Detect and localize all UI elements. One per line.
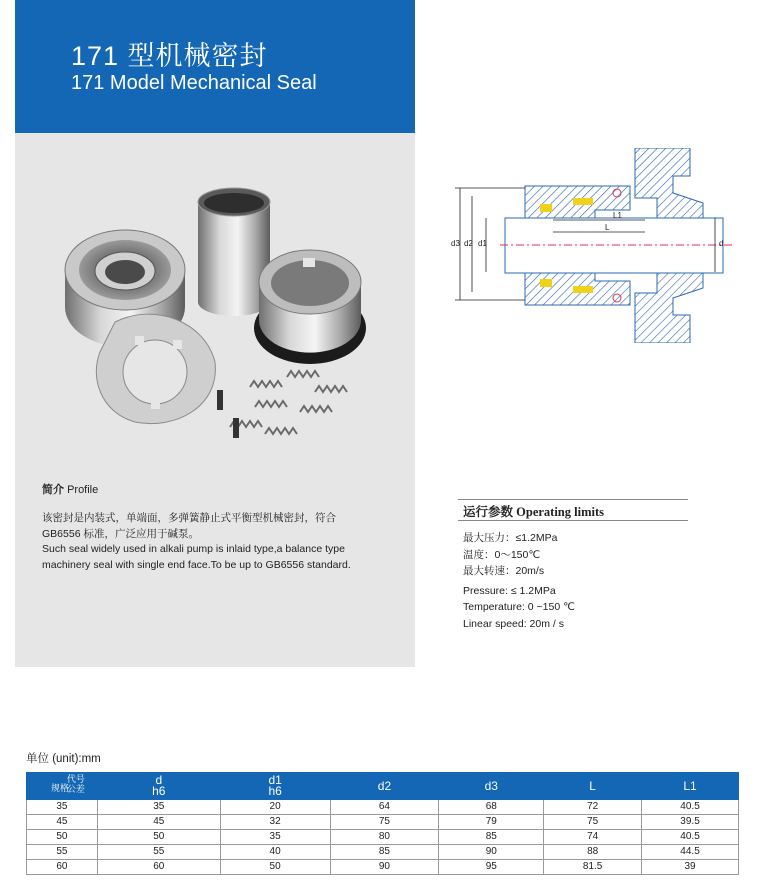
profile-description	[42, 511, 402, 573]
cell: 72	[544, 800, 642, 815]
label-d: d	[719, 239, 724, 248]
ops-en-speed: Linear speed: 20m / s	[463, 617, 564, 630]
cell: 85	[330, 845, 439, 860]
cell: 75	[330, 815, 439, 830]
ops-list	[463, 530, 575, 632]
label-d3: d3	[451, 239, 460, 248]
col-header-d3: d3	[439, 773, 544, 800]
profile-heading-cn: 简介	[42, 484, 64, 496]
cell: 50	[27, 830, 98, 845]
col-header-L1: L1	[642, 773, 739, 800]
cell: 20	[220, 800, 330, 815]
profile-desc-cn-1: 该密封是内装式，单端面，多弹簧静止式平衡型机械密封，符合	[42, 512, 336, 524]
pin	[233, 418, 239, 438]
spring-top	[573, 198, 593, 205]
cell: 80	[330, 830, 439, 845]
cell: 35	[220, 830, 330, 845]
cell: 64	[330, 800, 439, 815]
table-row	[27, 845, 739, 860]
page-title-cn: 171 型机械密封	[71, 41, 268, 71]
cell: 90	[439, 845, 544, 860]
cell: 60	[27, 860, 98, 875]
stationary-ring	[254, 250, 366, 364]
cell: 90	[330, 860, 439, 875]
label-L: L	[605, 223, 610, 232]
corner-size: 规格	[51, 783, 70, 793]
cell: 81.5	[544, 860, 642, 875]
cell: 40.5	[642, 800, 739, 815]
cell: 50	[97, 830, 220, 845]
cell: 35	[97, 800, 220, 815]
cell: 45	[97, 815, 220, 830]
cell: 40.5	[642, 830, 739, 845]
col-header-d2: d2	[330, 773, 439, 800]
title-band	[15, 0, 415, 133]
profile-desc-cn-2: GB6556 标准，广泛应用于碱泵。	[42, 527, 199, 540]
unit-label: 单位 (unit):mm	[26, 753, 101, 765]
cell: 50	[220, 860, 330, 875]
cell: 95	[439, 860, 544, 875]
cell: 68	[439, 800, 544, 815]
cell: 40	[220, 845, 330, 860]
label-d2: d2	[464, 239, 473, 248]
spring-top	[540, 204, 552, 212]
spring-bottom	[573, 286, 593, 293]
ops-cn-speed: 最大转速：20m/s	[463, 565, 545, 577]
cell: 39	[642, 860, 739, 875]
corner-code: 代号 公差	[66, 774, 85, 794]
ops-en-temperature: Temperature: 0 ~150 ℃	[463, 601, 575, 613]
ops-title	[463, 502, 604, 520]
profile-desc-en-2: machinery seal with single end face.To be up to GB6556 standard.	[42, 558, 351, 571]
cell: 32	[220, 815, 330, 830]
cell: 35	[27, 800, 98, 815]
pin	[217, 390, 223, 410]
product-photo	[55, 172, 385, 462]
table-row	[27, 830, 739, 845]
ops-rule	[458, 499, 688, 500]
col-header-d: d h6	[97, 773, 220, 800]
table-row	[27, 800, 739, 815]
ops-rule	[458, 520, 688, 521]
label-L1: L1	[613, 211, 622, 220]
table-row	[27, 815, 739, 830]
profile-heading	[42, 481, 98, 497]
cell: 55	[27, 845, 98, 860]
ops-title-cn: 运行参数	[463, 505, 514, 519]
corner-header	[27, 773, 98, 800]
profile-heading-en: Profile	[67, 484, 99, 496]
ops-cn-pressure: 最大压力：≤1.2MPa	[463, 532, 558, 544]
cell: 88	[544, 845, 642, 860]
spring-bottom	[540, 279, 552, 287]
cell: 74	[544, 830, 642, 845]
cell: 45	[27, 815, 98, 830]
page-title-en: 171 Model Mechanical Seal	[71, 72, 317, 94]
ops-cn-temperature: 温度：0～150℃	[463, 548, 541, 561]
col-header-d1: d1 h6	[220, 773, 330, 800]
section-drawing	[445, 148, 745, 343]
cell: 85	[439, 830, 544, 845]
springs	[230, 371, 347, 434]
retainer-plate	[96, 314, 215, 423]
cell: 79	[439, 815, 544, 830]
cell: 44.5	[642, 845, 739, 860]
cell: 60	[97, 860, 220, 875]
col-header-L: L	[544, 773, 642, 800]
cell: 55	[97, 845, 220, 860]
ops-title-en: Operating limits	[516, 505, 604, 519]
profile-desc-en-1: Such seal widely used in alkali pump is inlaid type,a balance type	[42, 543, 345, 555]
table-row	[27, 860, 739, 875]
ops-en-pressure: Pressure: ≤ 1.2MPa	[463, 584, 556, 597]
spec-table	[26, 772, 739, 875]
label-d1: d1	[478, 239, 487, 248]
cell: 75	[544, 815, 642, 830]
cell: 39.5	[642, 815, 739, 830]
